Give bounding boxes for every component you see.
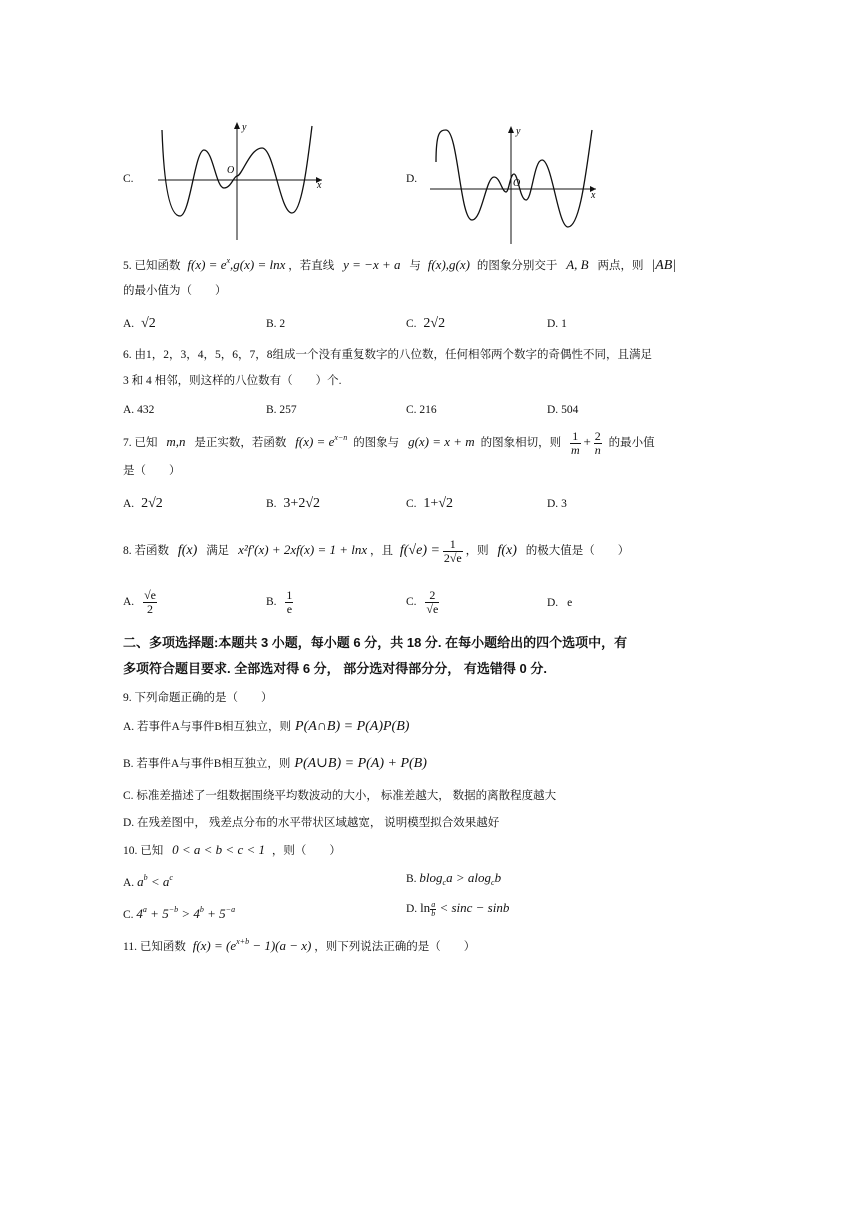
graph-c-x-label: x — [317, 180, 322, 191]
q5-f-def: f(x) = e — [187, 257, 227, 272]
q7-g-def: g(x) = x + m — [408, 434, 475, 450]
q5-stem-line2: 的最小值为（ ） — [123, 285, 227, 297]
q5-g-def: ,g(x) = lnx — [230, 257, 286, 272]
q5-text: 已知函数 — [134, 260, 181, 272]
q5-option-c: C. 2√2 — [406, 316, 446, 331]
q5-f-sup: x — [226, 256, 231, 265]
q7-stem: 7. 已知 m,n 是正实数，若函数 $f(x) = e^{x-n}$ 的图象与 g(x) = x + m 的图象相切，则 $\frac{1}{m}$ + $\frac{2}{n}$ 的最小值 — [123, 429, 655, 457]
q5-text: 两点，则 — [597, 260, 644, 272]
q5-number: 5. — [123, 260, 132, 272]
q7-frac2: $\frac{2}{n}$ — [594, 429, 601, 457]
q10-option-b: B. blog$_c$a > alog$_c$b — [406, 870, 502, 887]
q8-option-b: B. $\frac{1}{e}$ — [266, 588, 293, 616]
q8-equation: x²f′(x) + 2xf(x) = 1 + lnx — [238, 542, 368, 558]
q7-option-c: C. 1+√2 — [406, 496, 454, 511]
q8-condition: f(√e) = — [399, 543, 440, 559]
q5-fg: f(x),g(x) — [427, 257, 470, 272]
q5-text: 的图象分别交于 — [476, 260, 558, 272]
q6-option-b: B. 257 — [266, 404, 297, 416]
q9-option-a: A. 若事件A与事件B相互独立，则 P(A∩B) = P(A)P(B) — [123, 719, 410, 734]
graph-c-y-label: y — [242, 122, 247, 133]
q8-option-d: D. e — [547, 597, 573, 609]
q10-option-a: A. $a^b < a^c$ — [123, 873, 173, 889]
q7-option-b: B. 3+2√2 — [266, 496, 321, 511]
graph-d — [426, 122, 606, 247]
section2-heading: 二、多项选择题:本题共 3 小题，每小题 6 分，共 18 分. 在每小题给出的四个选项中，有 — [123, 635, 628, 650]
q10-option-c: C. $4^a + 5^{-b} > 4^b + 5^{-a}$ — [123, 905, 236, 921]
q8-fx: f(x) — [177, 543, 198, 559]
q7-f-def: f(x) = e — [295, 434, 335, 450]
q7-option-d: D. 3 — [547, 498, 567, 510]
q7-option-a: A. 2√2 — [123, 496, 163, 511]
q8-option-a: A. $\frac{√e}{2}$ — [123, 588, 156, 616]
section2-heading-line2: 多项符合题目要求. 全部选对得 6 分， 部分选对得部分分， 有选错得 0 分. — [123, 661, 547, 676]
q8-fx2: f(x) — [497, 543, 517, 559]
q9-option-c: C. 标准差描述了一组数据围绕平均数波动的大小， 标准差越大， 数据的离散程度越大 — [123, 790, 557, 802]
q6-option-c: C. 216 — [406, 404, 437, 416]
graph-c-label: C. — [123, 173, 134, 185]
q9-stem: 9. 下列命题正确的是（ ） — [123, 692, 273, 704]
graph-c — [150, 118, 330, 243]
graph-d-x-label: x — [591, 190, 596, 201]
q8-cond-frac: $\frac{1}{2√e}$ — [443, 537, 462, 565]
q7-stem-line2: 是（ ） — [123, 465, 181, 477]
q7-mn: m,n — [166, 434, 186, 450]
q5-option-d: D. 1 — [547, 318, 567, 330]
q5-stem — [123, 253, 676, 274]
q6-option-a: A. 432 — [123, 404, 155, 416]
q6-stem-line2: 3 和 4 相邻，则这样的八位数有（ ）个. — [123, 375, 342, 387]
q5-option-b: B. 2 — [266, 318, 286, 330]
q9-option-b: B. 若事件A与事件B相互独立，则 P(A∪B) = P(A) + P(B) — [123, 756, 427, 771]
q10-option-d: D. ln $\frac{a}{b}$ < sinc − sinb — [406, 899, 510, 918]
q7-frac1: $\frac{1}{m}$ — [570, 429, 580, 457]
q5-points: A, B — [566, 257, 589, 272]
q6-option-d: D. 504 — [547, 404, 579, 416]
q11-stem: 11. 已知函数 $f(x) = (e^{x+b} - 1)(a - x)$ ，则下列说法正确的是（ ） — [123, 937, 476, 953]
q5-ab: |AB| — [651, 258, 677, 273]
graph-d-label: D. — [406, 173, 418, 185]
graph-d-origin: O — [513, 178, 521, 189]
q10-stem: 10. 已知 0 < a < b < c < 1 ，则（ ） — [123, 842, 341, 857]
graph-d-y-label: y — [516, 126, 521, 137]
q10-condition: 0 < a < b < c < 1 — [172, 842, 265, 857]
q8-stem: 8. 若函数 f(x) 满足 x²f′(x) + 2xf(x) = 1 + lnx ，且 f(√e) = $\frac{1}{2√e}$ ，则 f(x) 的极大值是（ ） — [123, 537, 630, 565]
q8-option-c: C. $\frac{2}{√e}$ — [406, 588, 439, 616]
q9-option-d: D. 在残差图中， 残差点分布的水平带状区域越宽， 说明模型拟合效果越好 — [123, 817, 500, 829]
q5-text: ，若直线 — [288, 260, 335, 272]
q5-option-a: A. √2 — [123, 316, 156, 331]
q5-text: 与 — [409, 260, 421, 272]
graph-c-origin: O — [227, 165, 235, 176]
q6-stem: 6. 由1，2，3，4，5，6，7，8组成一个没有重复数字的八位数，任何相邻两个数字的奇偶性不同，且满足 — [123, 349, 652, 361]
q5-line: y = −x + a — [343, 257, 401, 272]
